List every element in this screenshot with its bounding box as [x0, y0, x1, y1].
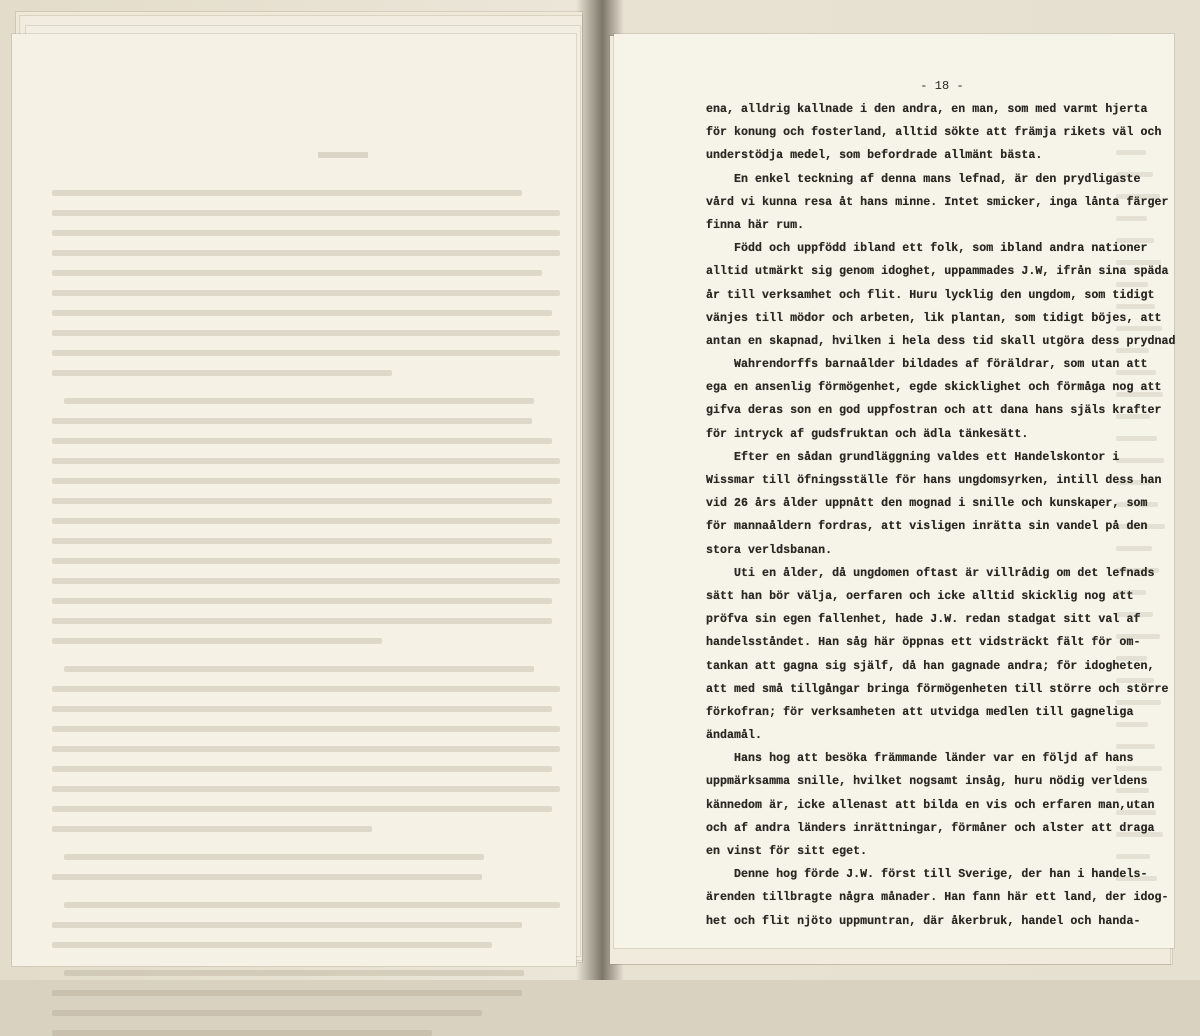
faint-text-line: [52, 598, 552, 604]
faint-text-line: [52, 558, 560, 564]
text-line: Uti en ålder, då ungdomen oftast är villrådig om det lefnads: [706, 566, 1155, 580]
text-line: en vinst för sitt eget.: [706, 845, 868, 858]
text-line: för intryck af gudsfruktan och ädla tänkesätt.: [706, 427, 1029, 441]
text-line: ändamål.: [706, 729, 763, 743]
left-page-number-faint: [318, 152, 368, 158]
faint-text-line: [52, 210, 560, 216]
text-line: Wissmar till öfningsställe för hans ungdomsyrken, intill dess han: [706, 474, 1162, 487]
text-line: och af andra länders inrättningar, förmåner och alster att draga: [706, 821, 1155, 835]
faint-text-line: [52, 618, 552, 624]
faint-text-line: [52, 370, 392, 376]
text-line: uppmärksamma snille, hvilket nogsamt insåg, huru nödig verldens: [706, 775, 1148, 789]
faint-text-line: [52, 290, 560, 296]
text-line: för konung och fosterland, alltid sökte att främja rikets väl och: [706, 126, 1162, 140]
text-line: Wahrendorffs barnaålder bildades af föräldrar, som utan att: [706, 358, 1148, 372]
faint-text-line: [52, 826, 372, 832]
text-line: antan en skapnad, hvilken i hela dess tid skall utgöra dess prydnad: [706, 334, 1176, 348]
text-line: het och flit njöto uppmuntran, där åkerbruk, handel och handa-: [706, 914, 1141, 928]
text-line: alltid utmärkt sig genom idoghet, uppammades J.W, ifrån sina späda: [706, 265, 1169, 279]
faint-text-line: [52, 686, 560, 692]
text-line: kännedom är, icke allenast att bilda en vis och erfaren man,utan: [706, 798, 1155, 812]
faint-text-line: [52, 786, 560, 792]
faint-text-line: [52, 806, 552, 812]
faint-text-line: [52, 1010, 482, 1016]
faint-text-line: [52, 706, 552, 712]
text-line: En enkel teckning af denna mans lefnad, är den prydligaste: [706, 172, 1141, 186]
text-lines: [706, 98, 1176, 933]
text-line: år till verksamhet och flit. Huru lycklig den ungdom, som tidigt: [706, 288, 1155, 302]
faint-text-line: [64, 854, 484, 860]
text-line: förkofran; för verksamheten att utvidga medlen till gagneliga: [706, 705, 1134, 719]
text-line: Denne hog förde J.W. först till Sverige, der han i handels-: [706, 868, 1148, 882]
faint-text-line: [52, 418, 532, 424]
faint-text-line: [64, 398, 534, 404]
text-line: sätt han bör välja, oerfaren och icke alltid skicklig nog att: [706, 589, 1134, 603]
faint-text-line: [52, 330, 560, 336]
faint-text-line: [52, 350, 560, 356]
text-line: tankan att gagna sig själf, då han gagnade andra; för idogheten,: [706, 659, 1155, 673]
faint-text-line: [52, 874, 482, 880]
faint-text-line: [64, 666, 534, 672]
faint-text-line: [52, 190, 522, 196]
faint-text-line: [64, 902, 560, 908]
faint-text-line: [52, 250, 560, 256]
faint-text-line: [52, 518, 560, 524]
text-line: vård vi kunna resa åt hans minne. Intet smicker, inga lånta färger: [706, 195, 1169, 209]
text-line: understödja medel, som befordrade allmänt bästa.: [706, 149, 1043, 163]
faint-text-line: [52, 230, 560, 236]
text-line: ega en ansenlig förmögenhet, egde skicklighet och förmåga nog att: [706, 381, 1162, 395]
text-line: gifva deras son en god uppfostran och att dana hans själs krafter: [706, 404, 1162, 418]
faint-text-line: [52, 638, 382, 644]
faint-text-line: [52, 310, 552, 316]
text-line: finna här rum.: [706, 218, 805, 232]
faint-text-line: [52, 942, 492, 948]
text-line: Hans hog att besöka främmande länder var en följd af hans: [706, 752, 1134, 766]
page-number: - 18 -: [920, 79, 964, 93]
faint-text-line: [52, 438, 552, 444]
faint-text-line: [52, 270, 542, 276]
text-line: Född och uppfödd ibland ett folk, som ibland andra nationer: [706, 242, 1148, 256]
text-line: ärenden tillbragte några månader. Han fann här ett land, der idog-: [706, 891, 1169, 905]
text-line: vänjes till mödor och arbeten, lik plantan, som tidigt böjes, att: [706, 311, 1162, 325]
text-line: ena, alldrig kallnade i den andra, en man, som med varmt hjerta: [706, 103, 1148, 116]
text-line: handelsståndet. Han såg här öppnas ett vidsträckt fält för om-: [706, 636, 1141, 650]
text-line: pröfva sin egen fallenhet, hade J.W. redan stadgat sitt val af: [706, 613, 1141, 627]
faint-text-line: [52, 458, 560, 464]
faint-text-line: [52, 746, 560, 752]
text-line: att med små tillgångar bringa förmögenheten till större och större: [706, 682, 1169, 696]
faint-text-line: [52, 498, 552, 504]
faint-text-line: [52, 538, 552, 544]
faint-text-line: [52, 578, 560, 584]
text-line: Efter en sådan grundläggning valdes ett Handelskontor i: [706, 450, 1120, 464]
text-line: vid 26 års ålder uppnått den mognad i snille och kunskaper, som: [706, 497, 1148, 511]
faint-text-line: [52, 990, 522, 996]
text-line: för mannaåldern fordras, att visligen inrätta sin vandel på den: [706, 520, 1148, 534]
right-page-text: [706, 74, 1176, 933]
faint-text-line: [52, 726, 560, 732]
text-line: stora verldsbanan.: [706, 543, 833, 557]
faint-text-line: [52, 922, 522, 928]
faint-text-line: [52, 1030, 432, 1036]
faint-text-line: [52, 766, 552, 772]
faint-text-line: [52, 478, 560, 484]
faint-text-line: [64, 970, 524, 976]
